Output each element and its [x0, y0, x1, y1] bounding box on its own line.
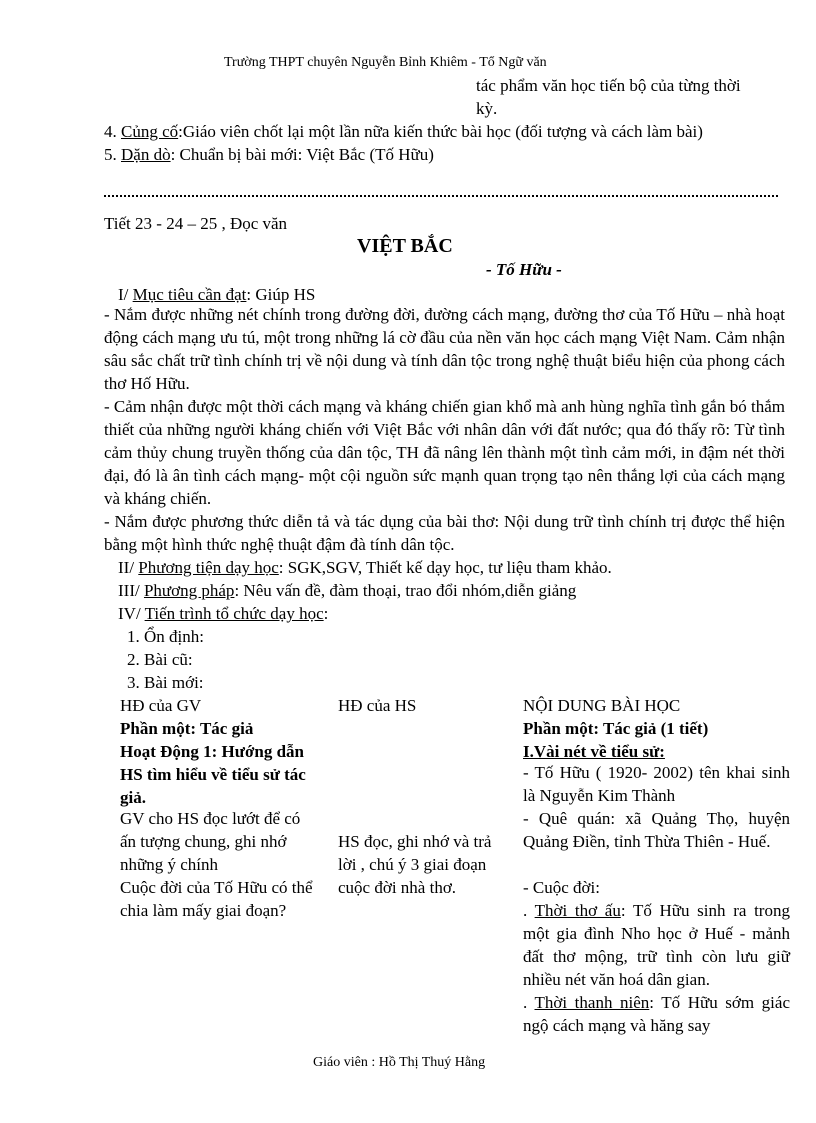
content-hometown: - Quê quán: xã Quảng Thọ, huyện Quảng Điền, tỉnh Thừa Thiên - Huế.: [523, 809, 790, 851]
step-1: 1. Ổn định:: [127, 627, 204, 646]
dotted-separator: [104, 193, 778, 197]
section-4-text: :: [323, 604, 329, 623]
hs-answer-line-3: cuộc đời nhà thơ.: [338, 878, 457, 897]
cung-co-line: [104, 120, 703, 143]
dan-do-number: 5.: [104, 145, 117, 164]
gv-part-title: Phần một: Tác giả: [120, 719, 254, 738]
gv-activity-1-line-2: HS tìm hiểu về tiểu sử tác: [120, 765, 306, 784]
content-bio: - Tố Hữu ( 1920- 2002) tên khai sinh là Nguyễn Kim Thành: [523, 763, 790, 805]
lesson-title: VIỆT BẮC: [357, 235, 453, 257]
lesson-line: Tiết 23 - 24 – 25 , Đọc văn: [104, 214, 288, 233]
gv-paragraph-2-line-1: Cuộc đời của Tố Hữu có thể: [120, 878, 313, 897]
youth-text: : Tố Hữu sớm giác ngộ cách mạng và hăng say: [523, 993, 790, 1035]
cung-co-text: :Giáo viên chốt lại một lần nữa kiến thức bài học (đối tượng và cách làm bài): [178, 122, 703, 141]
step-2: 2. Bài cũ:: [127, 650, 193, 669]
childhood-label: Thời thơ ấu: [534, 901, 621, 920]
objective-2: - Cảm nhận được một thời cách mạng và kháng chiến gian khổ mà anh hùng nghĩa tình gắn bó thắm thiết của những người kháng chiến với Việt Bắc với nhân dân với đất nước; qua đó thấy rõ: Từ tình cảm thủy chung truyền thống của dân tộc, TH đã nâng lên thành một tình cảm mới, in đậm nét thời đại, đó là ân tình cách mạng- một cội nguồn sức mạnh quan trọng tạo nên thắng lợi của cách mạng và kháng chiến.: [104, 397, 785, 508]
section-2-label: Phương tiện dạy học: [138, 558, 279, 577]
section-2-number: II/: [118, 558, 139, 577]
hs-answer-line-2: lời , chú ý 3 giai đoạn: [338, 855, 487, 874]
section-4-heading: [118, 602, 328, 625]
gv-paragraph-1-line-3: những ý chính: [120, 855, 218, 874]
childhood-prefix: .: [523, 901, 535, 920]
section-4-number: IV/: [118, 604, 145, 623]
section-3-number: III/: [118, 581, 144, 600]
cung-co-number: 4.: [104, 122, 117, 141]
gv-paragraph-1-line-1: GV cho HS đọc lướt để có: [120, 809, 301, 828]
dan-do-text: : Chuẩn bị bài mới: Việt Bắc (Tố Hữu): [170, 145, 434, 164]
content-childhood: [523, 899, 790, 991]
section-3-text: : Nêu vấn đề, đàm thoại, trao đổi nhóm,diễn giảng: [234, 581, 577, 600]
objective-1: - Nắm được những nét chính trong đường đời, đường cách mạng, đường thơ của Tố Hữu – nhà hoạt động cách mạng ưu tú, một trong những lá cờ đầu của nền văn học cách mạng Việt Nam. Cảm nhận sâu sắc chất trữ tình chính trị về nội dung và tính dân tộc trong nghệ thuật biểu hiện của phong cách thơ Hố Hữu.: [104, 305, 785, 393]
section-1-number: I/: [118, 285, 133, 304]
section-3-heading: [118, 579, 576, 602]
section-4-label: Tiến trình tổ chức dạy học: [144, 604, 324, 623]
section-1-label: Mục tiêu cần đạt: [132, 285, 247, 304]
section-1-suffix: : Giúp HS: [246, 285, 316, 304]
carry-over-line-1: tác phẩm văn học tiến bộ của từng thời: [476, 76, 741, 95]
content-youth: [523, 991, 790, 1037]
gv-paragraph-2-line-2: chia làm mấy giai đoạn?: [120, 901, 287, 920]
column-header-hs: HĐ của HS: [338, 696, 417, 715]
dan-do-label: Dặn dò: [121, 145, 171, 164]
youth-label: Thời thanh niên: [534, 993, 650, 1012]
content-part-title: Phần một: Tác giả (1 tiết): [523, 719, 709, 738]
page-footer: Giáo viên : Hồ Thị Thuý Hằng: [313, 1055, 486, 1070]
hs-answer-line-1: HS đọc, ghi nhớ và trả: [338, 832, 492, 851]
gv-activity-1-line-1: Hoạt Động 1: Hướng dẫn: [120, 742, 304, 761]
gv-paragraph-1-line-2: ấn tượng chung, ghi nhớ: [120, 832, 287, 851]
page-header: Trường THPT chuyên Nguyễn Bỉnh Khiêm - Tổ Ngữ văn: [224, 55, 547, 70]
objective-3: - Nắm được phương thức diễn tả và tác dụng của bài thơ: Nội dung trữ tình chính trị được thể hiện bằng một hình thức nghệ thuật đậm đà tính dân tộc.: [104, 512, 785, 554]
section-3-label: Phương pháp: [143, 581, 235, 600]
content-life-label: - Cuộc đời:: [523, 878, 600, 897]
content-heading-biography: I.Vài nét về tiểu sử:: [523, 742, 665, 761]
childhood-text: : Tố Hữu sinh ra trong một gia đình Nho học ở Huế - mảnh đất thơ mộng, trữ tình còn lưu giữ nhiều nét văn hoá dân gian.: [523, 901, 790, 989]
step-3: 3. Bài mới:: [127, 673, 204, 692]
column-header-content: NỘI DUNG BÀI HỌC: [523, 696, 681, 715]
section-2-heading: [118, 556, 612, 579]
cung-co-label: Củng cố: [121, 122, 179, 141]
column-header-gv: HĐ của GV: [120, 696, 202, 715]
gv-activity-1-line-3: giả.: [120, 788, 146, 807]
youth-prefix: .: [523, 993, 535, 1012]
dan-do-line: [104, 143, 434, 166]
carry-over-line-2: kỳ.: [476, 99, 498, 118]
lesson-author: - Tố Hữu -: [486, 260, 562, 279]
section-2-text: : SGK,SGV, Thiết kế dạy học, tư liệu tham khảo.: [278, 558, 612, 577]
